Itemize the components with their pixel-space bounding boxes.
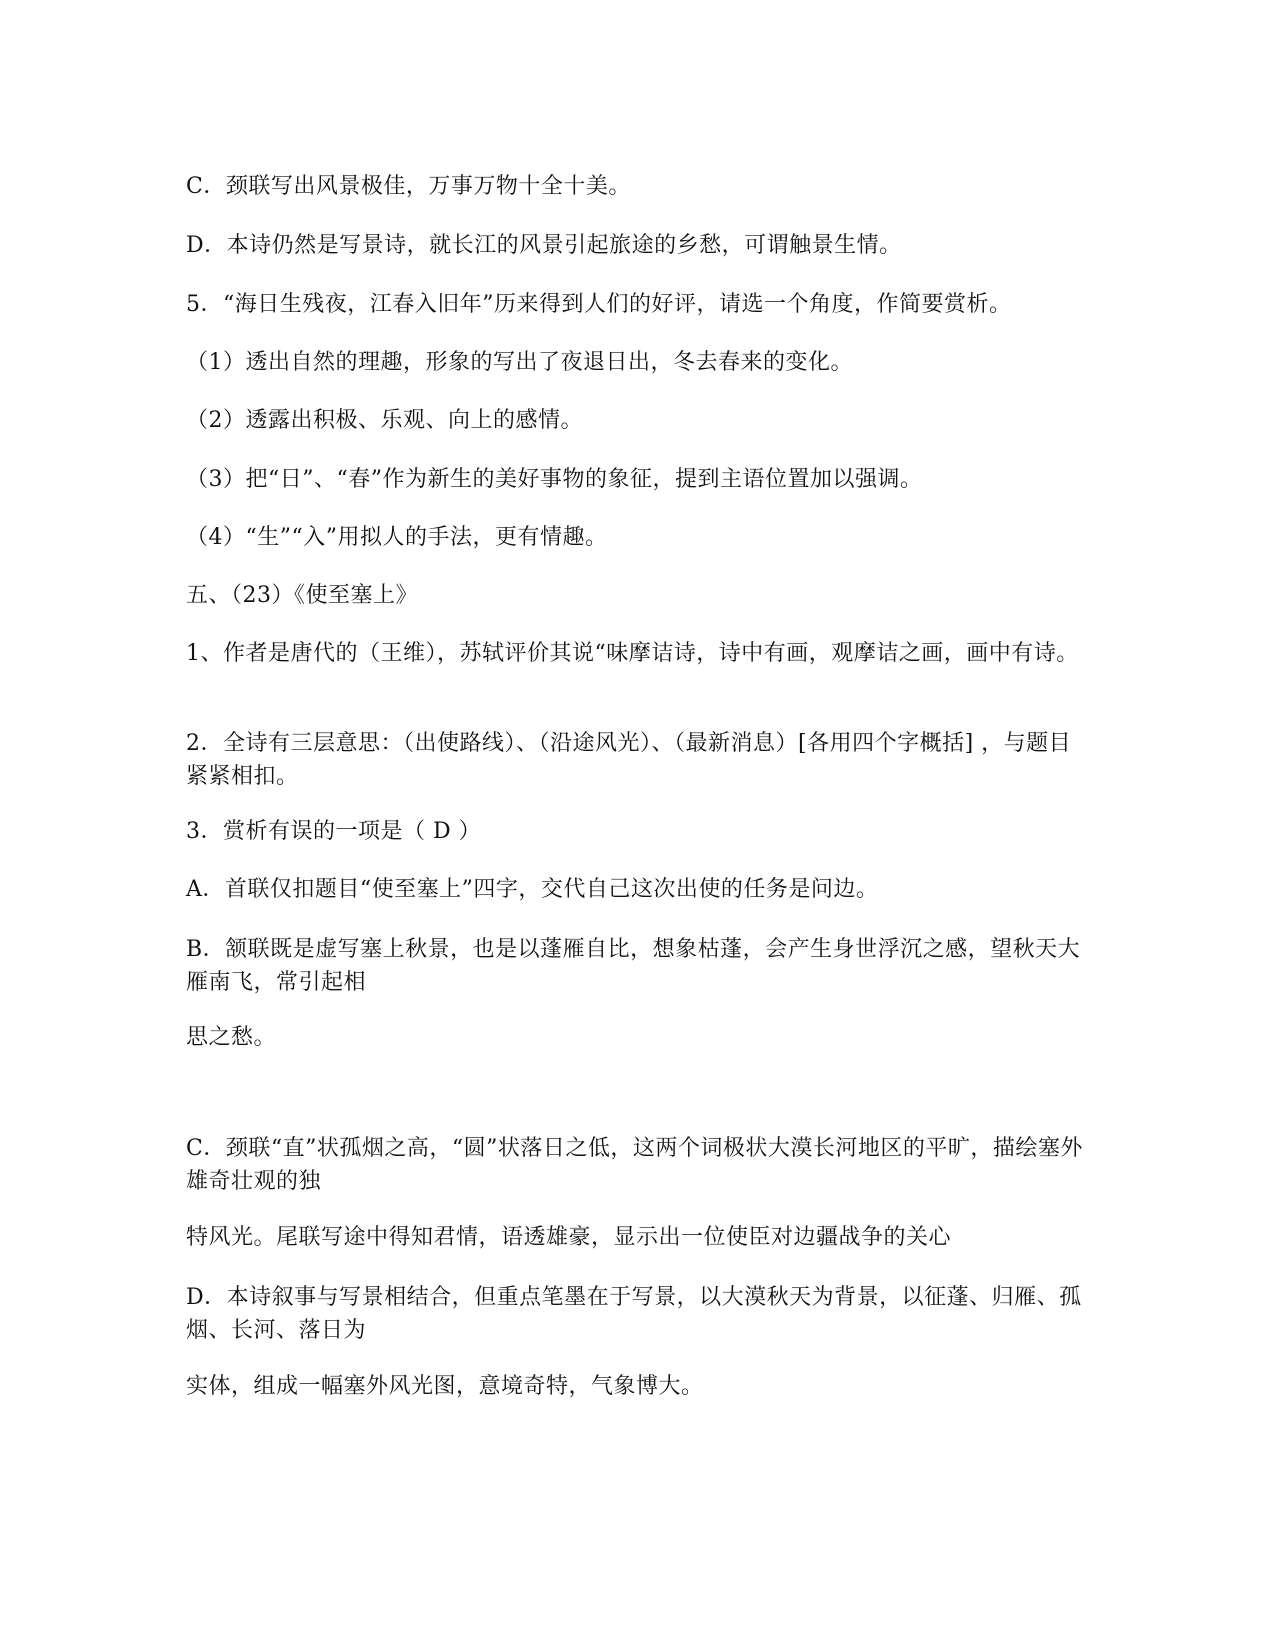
section-heading: 五、（23）《使至塞上》 (186, 583, 418, 608)
option-c-q4: C．颈联写出风景极佳，万事万物十全十美。 (186, 174, 631, 199)
option-b: B．颔联既是虚写塞上秋景，也是以蓬雁自比，想象枯蓬，会产生身世浮沉之感，望秋天大雁南飞，常引起相 (186, 937, 1081, 995)
option-b-continued: 思之愁。 (186, 1025, 277, 1050)
option-d-q4: D．本诗仍然是写景诗，就长江的风景引起旅途的乡愁，可谓触景生情。 (186, 233, 902, 258)
option-d: D．本诗叙事与写景相结合，但重点笔墨在于写景，以大漠秋天为背景，以征蓬、归雁、孤烟、长河、落日为 (186, 1285, 1082, 1343)
question-2: 2．全诗有三层意思：（出使路线）、（沿途风光）、（最新消息）[各用四个字概括] ，与题目紧紧相扣。 (186, 731, 1072, 789)
question-3: 3．赏析有误的一项是（ D ） (186, 819, 482, 844)
option-a: A．首联仅扣题目“使至塞上”四字，交代自己这次出使的任务是问边。 (186, 877, 879, 902)
option-d-continued: 实体，组成一幅塞外风光图，意境奇特，气象博大。 (186, 1374, 704, 1399)
question-5: 5．“海日生残夜，江春入旧年”历来得到人们的好评，请选一个角度，作简要赏析。 (186, 292, 1012, 317)
answer-point-4: （4）“生”“入”用拟人的手法，更有情趣。 (186, 525, 608, 550)
answer-point-1: （1）透出自然的理趣，形象的写出了夜退日出，冬去春来的变化。 (186, 350, 853, 375)
question-1: 1、作者是唐代的（王维），苏轼评价其说“味摩诘诗，诗中有画，观摩诘之画，画中有诗。 (186, 641, 1079, 666)
answer-point-2: （2）透露出积极、乐观、向上的感情。 (186, 408, 583, 433)
answer-point-3: （3）把“日”、“春”作为新生的美好事物的象征，提到主语位置加以强调。 (186, 467, 923, 492)
option-c: C．颈联“直”状孤烟之高，“圆”状落日之低，这两个词极状大漠长河地区的平旷，描绘塞外雄奇壮观的独 (186, 1136, 1083, 1194)
option-c-continued: 特风光。尾联写途中得知君情，语透雄豪，显示出一位使臣对边疆战争的关心 (186, 1225, 952, 1250)
